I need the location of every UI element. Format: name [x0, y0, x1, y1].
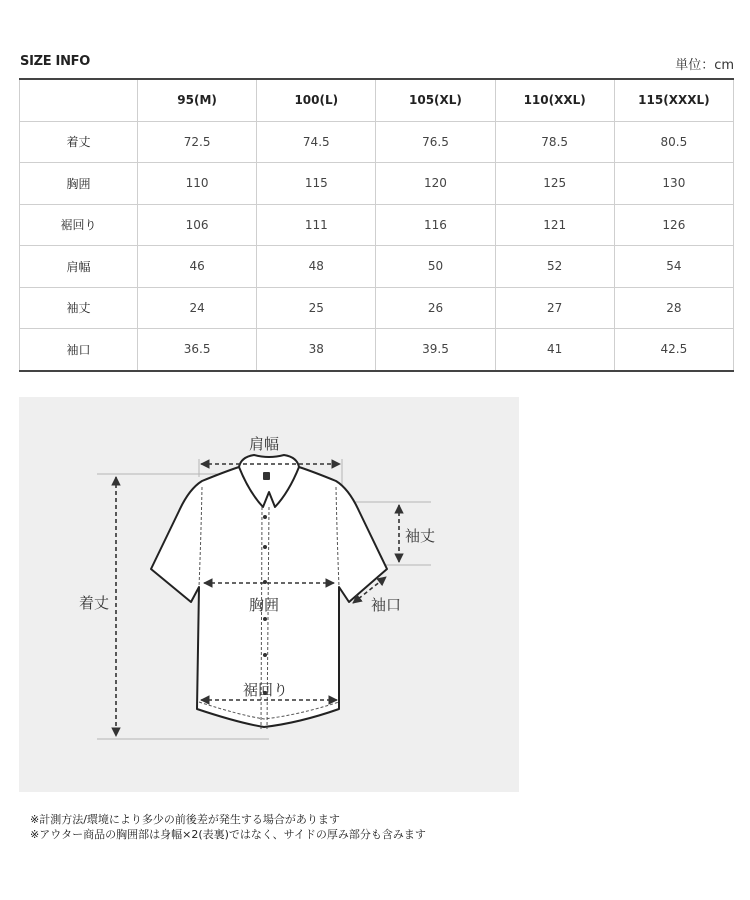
notes — [30, 812, 426, 842]
table-cell: 52 — [495, 246, 614, 288]
note-line: ※計測方法/環境により多少の前後差が発生する場合があります — [30, 813, 340, 826]
table-cell: 111 — [257, 204, 376, 246]
chest-label: 胸囲 — [249, 596, 280, 614]
header-cell-size: 105(XL) — [376, 79, 495, 121]
note-line: ※アウター商品の胸囲部は身幅×2(表裏)ではなく、サイドの厚み部分も含みます — [30, 828, 426, 841]
table-cell: 115 — [257, 163, 376, 205]
table-cell: 41 — [495, 329, 614, 371]
table-cell: 106 — [138, 204, 257, 246]
table-cell: 42.5 — [614, 329, 733, 371]
table-cell: 46 — [138, 246, 257, 288]
table-cell: 27 — [495, 287, 614, 329]
header-cell-size: 95(M) — [138, 79, 257, 121]
table-cell: 38 — [257, 329, 376, 371]
table-cell: 25 — [257, 287, 376, 329]
header-cell-size: 110(XXL) — [495, 79, 614, 121]
cuff-label: 袖口 — [371, 596, 402, 614]
table-cell: 126 — [614, 204, 733, 246]
row-label: 胸囲 — [20, 163, 138, 205]
table-cell: 72.5 — [138, 121, 257, 163]
table-cell: 39.5 — [376, 329, 495, 371]
table-row — [20, 287, 734, 329]
table-cell: 36.5 — [138, 329, 257, 371]
row-label: 肩幅 — [20, 246, 138, 288]
size-table — [19, 78, 734, 372]
table-row — [20, 163, 734, 205]
shoulder-width-label: 肩幅 — [249, 435, 280, 453]
row-label: 裾回り — [20, 204, 138, 246]
measurement-diagram — [19, 397, 519, 792]
header-cell-empty — [20, 79, 138, 121]
title-row — [20, 54, 734, 76]
table-cell: 80.5 — [614, 121, 733, 163]
table-cell: 121 — [495, 204, 614, 246]
table-cell: 130 — [614, 163, 733, 205]
size-info-title: SIZE INFO — [20, 54, 90, 69]
header-cell-size: 115(XXXL) — [614, 79, 733, 121]
table-cell: 28 — [614, 287, 733, 329]
hem-label: 裾回り — [243, 681, 289, 699]
table-row — [20, 246, 734, 288]
table-cell: 120 — [376, 163, 495, 205]
table-row — [20, 204, 734, 246]
table-cell: 116 — [376, 204, 495, 246]
body-length-label: 着丈 — [79, 594, 110, 612]
table-header-row — [20, 79, 734, 121]
table-cell: 54 — [614, 246, 733, 288]
header-cell-size: 100(L) — [257, 79, 376, 121]
table-row — [20, 329, 734, 371]
table-cell: 24 — [138, 287, 257, 329]
table-cell: 76.5 — [376, 121, 495, 163]
unit-label: 単位：cm — [675, 58, 734, 73]
table-cell: 48 — [257, 246, 376, 288]
table-cell: 26 — [376, 287, 495, 329]
table-cell: 110 — [138, 163, 257, 205]
table-cell: 78.5 — [495, 121, 614, 163]
table-cell: 125 — [495, 163, 614, 205]
row-label: 袖口 — [20, 329, 138, 371]
sleeve-length-label: 袖丈 — [405, 527, 436, 545]
table-cell: 50 — [376, 246, 495, 288]
table-row — [20, 121, 734, 163]
row-label: 着丈 — [20, 121, 138, 163]
table-cell: 74.5 — [257, 121, 376, 163]
row-label: 袖丈 — [20, 287, 138, 329]
